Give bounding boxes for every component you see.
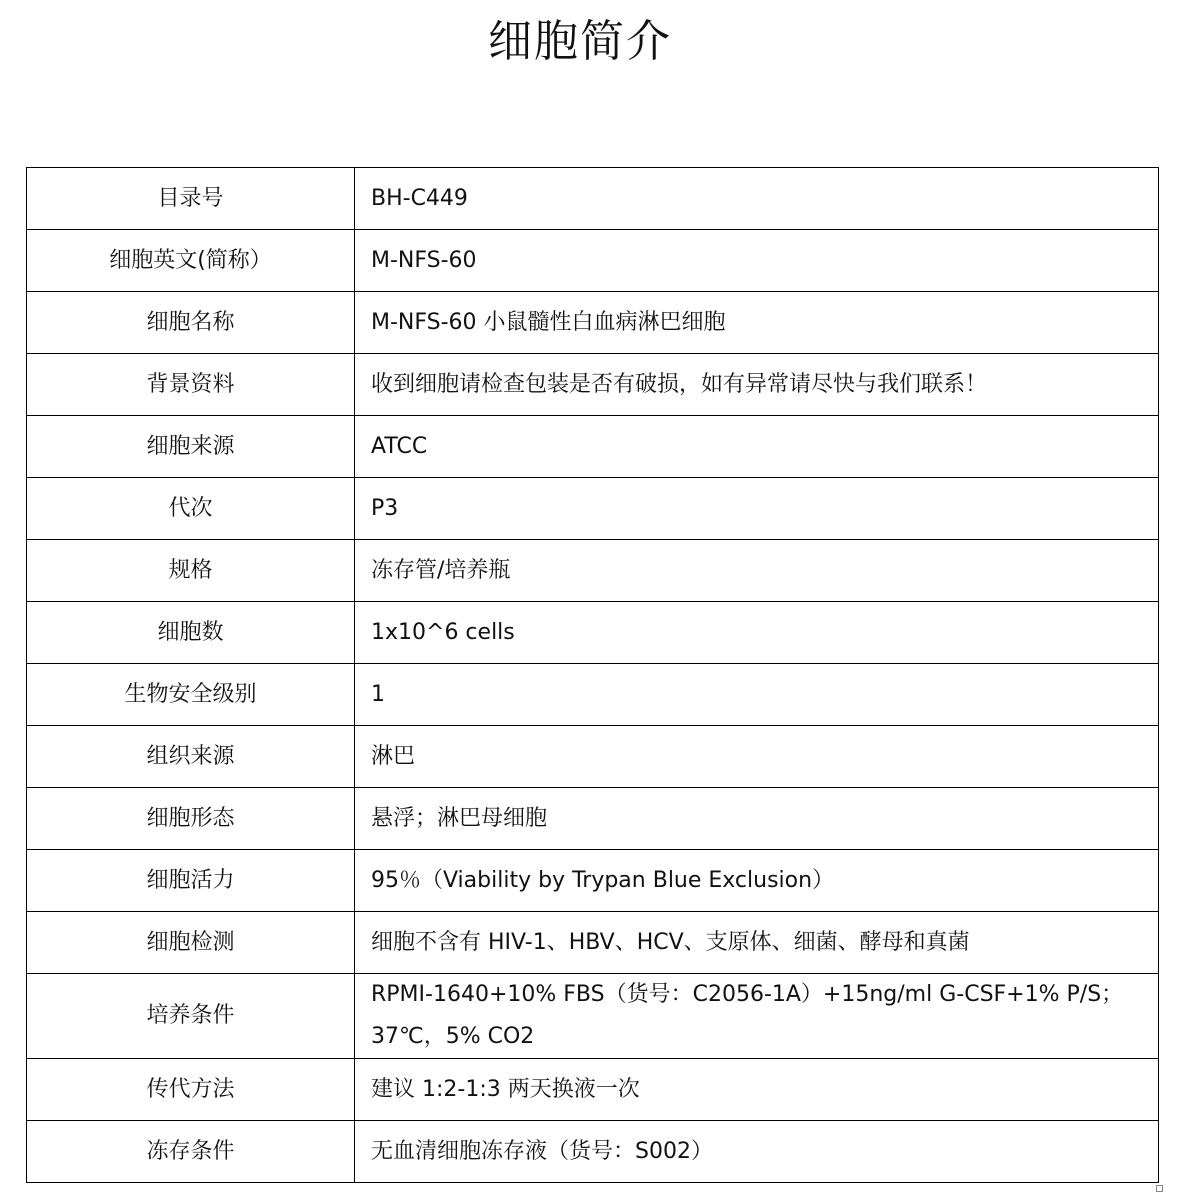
row-value: 95％（Viability by Trypan Blue Exclusion） bbox=[355, 850, 1159, 912]
row-value: 收到细胞请检查包装是否有破损，如有异常请尽快与我们联系！ bbox=[355, 354, 1159, 416]
row-value: 1x10^6 cells bbox=[355, 602, 1159, 664]
row-value: 细胞不含有 HIV-1、HBV、HCV、支原体、细菌、酵母和真菌 bbox=[355, 912, 1159, 974]
row-label: 代次 bbox=[27, 478, 355, 540]
table-row bbox=[27, 726, 1159, 788]
row-value: M-NFS-60 bbox=[355, 230, 1159, 292]
row-value: 悬浮；淋巴母细胞 bbox=[355, 788, 1159, 850]
row-label: 生物安全级别 bbox=[27, 664, 355, 726]
row-label: 细胞英文(简称） bbox=[27, 230, 355, 292]
row-label: 组织来源 bbox=[27, 726, 355, 788]
row-label: 细胞检测 bbox=[27, 912, 355, 974]
row-value: M-NFS-60 小鼠髓性白血病淋巴细胞 bbox=[355, 292, 1159, 354]
table-row bbox=[27, 478, 1159, 540]
row-value: 建议 1:2-1:3 两天换液一次 bbox=[355, 1059, 1159, 1121]
row-value: P3 bbox=[355, 478, 1159, 540]
row-value: 冻存管/培养瓶 bbox=[355, 540, 1159, 602]
row-label: 目录号 bbox=[27, 168, 355, 230]
table-row bbox=[27, 1121, 1159, 1183]
table-row bbox=[27, 354, 1159, 416]
row-label: 冻存条件 bbox=[27, 1121, 355, 1183]
row-label: 细胞活力 bbox=[27, 850, 355, 912]
table-row bbox=[27, 602, 1159, 664]
table-row bbox=[27, 974, 1159, 1059]
table-row bbox=[27, 1059, 1159, 1121]
table-row bbox=[27, 168, 1159, 230]
row-value: 1 bbox=[355, 664, 1159, 726]
cell-info-table bbox=[26, 167, 1159, 1183]
row-label: 细胞来源 bbox=[27, 416, 355, 478]
row-value: 无血清细胞冻存液（货号：S002） bbox=[355, 1121, 1159, 1183]
resize-handle[interactable] bbox=[1156, 1185, 1163, 1192]
table-row bbox=[27, 664, 1159, 726]
row-value: ATCC bbox=[355, 416, 1159, 478]
table-row bbox=[27, 230, 1159, 292]
page-title: 细胞简介 bbox=[488, 16, 672, 67]
table-row bbox=[27, 912, 1159, 974]
table-row bbox=[27, 540, 1159, 602]
table-row bbox=[27, 292, 1159, 354]
row-label: 传代方法 bbox=[27, 1059, 355, 1121]
row-value: 淋巴 bbox=[355, 726, 1159, 788]
table-row bbox=[27, 416, 1159, 478]
row-label: 细胞形态 bbox=[27, 788, 355, 850]
row-label: 培养条件 bbox=[27, 974, 355, 1059]
row-label: 细胞数 bbox=[27, 602, 355, 664]
row-value: RPMI-1640+10% FBS（货号：C2056-1A）+15ng/ml G-CSF+1% P/S；37℃，5% CO2 bbox=[355, 974, 1159, 1059]
row-label: 背景资料 bbox=[27, 354, 355, 416]
row-label: 细胞名称 bbox=[27, 292, 355, 354]
row-value: BH-C449 bbox=[355, 168, 1159, 230]
table-row bbox=[27, 788, 1159, 850]
row-label: 规格 bbox=[27, 540, 355, 602]
table-row bbox=[27, 850, 1159, 912]
